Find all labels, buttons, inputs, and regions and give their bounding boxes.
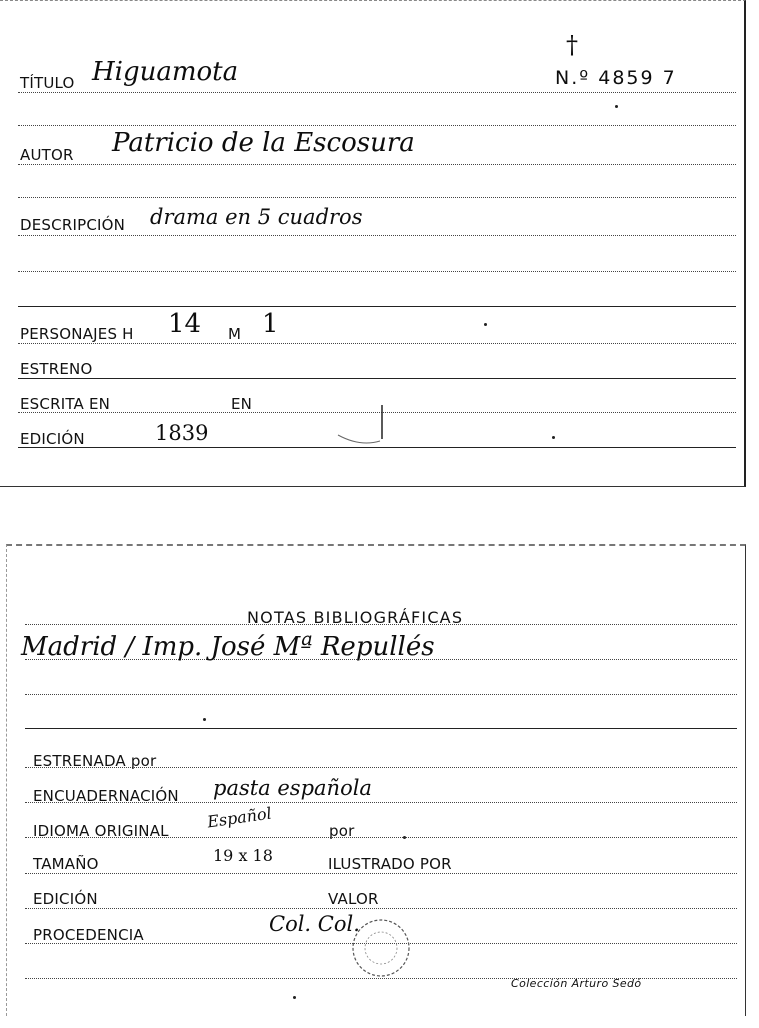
cross-mark: † bbox=[566, 31, 578, 59]
idioma-por-label: por bbox=[329, 822, 355, 840]
autor-label: AUTOR bbox=[20, 146, 74, 164]
valor-label: VALOR bbox=[328, 890, 379, 908]
idioma-original-label: IDIOMA ORIGINAL bbox=[33, 822, 169, 840]
library-stamp bbox=[347, 912, 419, 984]
titulo-value: Higuamota bbox=[92, 57, 239, 87]
rule-line bbox=[25, 908, 737, 909]
rule-line bbox=[18, 125, 736, 126]
rule-line bbox=[18, 343, 736, 344]
rule-line bbox=[18, 92, 736, 93]
edicion-label: EDICIÓN bbox=[20, 430, 85, 448]
autor-value: Patricio de la Escosura bbox=[112, 128, 415, 158]
idioma-original-value: Español bbox=[205, 803, 273, 832]
procedencia-label: PROCEDENCIA bbox=[33, 926, 144, 944]
stain-mark bbox=[330, 399, 400, 451]
coleccion-footer: Colección Arturo Sedó bbox=[511, 977, 642, 990]
escrita-en-label: ESCRITA EN bbox=[20, 395, 111, 413]
rule-line bbox=[25, 728, 737, 729]
speck bbox=[484, 323, 487, 326]
catalog-card-bottom bbox=[6, 544, 746, 1016]
rule-line bbox=[18, 378, 736, 379]
encuadernacion-label: ENCUADERNACIÓN bbox=[33, 787, 179, 805]
rule-line bbox=[18, 235, 736, 236]
descripcion-label: DESCRIPCIÓN bbox=[20, 216, 126, 234]
edicion-label: EDICIÓN bbox=[33, 890, 98, 908]
procedencia-value: Col. Col. bbox=[269, 912, 360, 936]
rule-line bbox=[25, 694, 737, 695]
rule-line bbox=[18, 306, 736, 307]
personajes-h-value: 14 bbox=[168, 309, 202, 339]
rule-line bbox=[25, 873, 737, 874]
tamano-label: TAMAÑO bbox=[33, 855, 99, 873]
estreno-label: ESTRENO bbox=[20, 360, 93, 378]
personajes-label: PERSONAJES H bbox=[20, 325, 134, 343]
ilustrado-por-label: ILUSTRADO POR bbox=[328, 855, 452, 873]
edicion-value: 1839 bbox=[155, 421, 209, 445]
rule-line bbox=[18, 164, 736, 165]
personajes-m-value: 1 bbox=[262, 309, 279, 339]
personajes-m-label: M bbox=[228, 325, 242, 343]
speck bbox=[403, 836, 406, 839]
rule-line bbox=[18, 197, 736, 198]
titulo-label: TÍTULO bbox=[20, 74, 75, 92]
rule-line bbox=[18, 271, 736, 272]
escrita-en-place-label: EN bbox=[231, 395, 253, 413]
encuadernacion-value: pasta española bbox=[213, 776, 372, 800]
catalog-card-top bbox=[0, 0, 746, 487]
tamano-value: 19 x 18 bbox=[213, 846, 273, 865]
estrenada-por-label: ESTRENADA por bbox=[33, 752, 157, 770]
speck bbox=[615, 105, 618, 108]
notas-heading: NOTAS BIBLIOGRÁFICAS bbox=[247, 608, 464, 627]
notas-value: Madrid / Imp. José Mª Repullés bbox=[21, 632, 435, 662]
descripcion-value: drama en 5 cuadros bbox=[150, 205, 363, 229]
speck bbox=[552, 436, 555, 439]
speck bbox=[293, 996, 296, 999]
speck bbox=[203, 718, 206, 721]
registro-number: N.º 4859 7 bbox=[555, 67, 677, 89]
